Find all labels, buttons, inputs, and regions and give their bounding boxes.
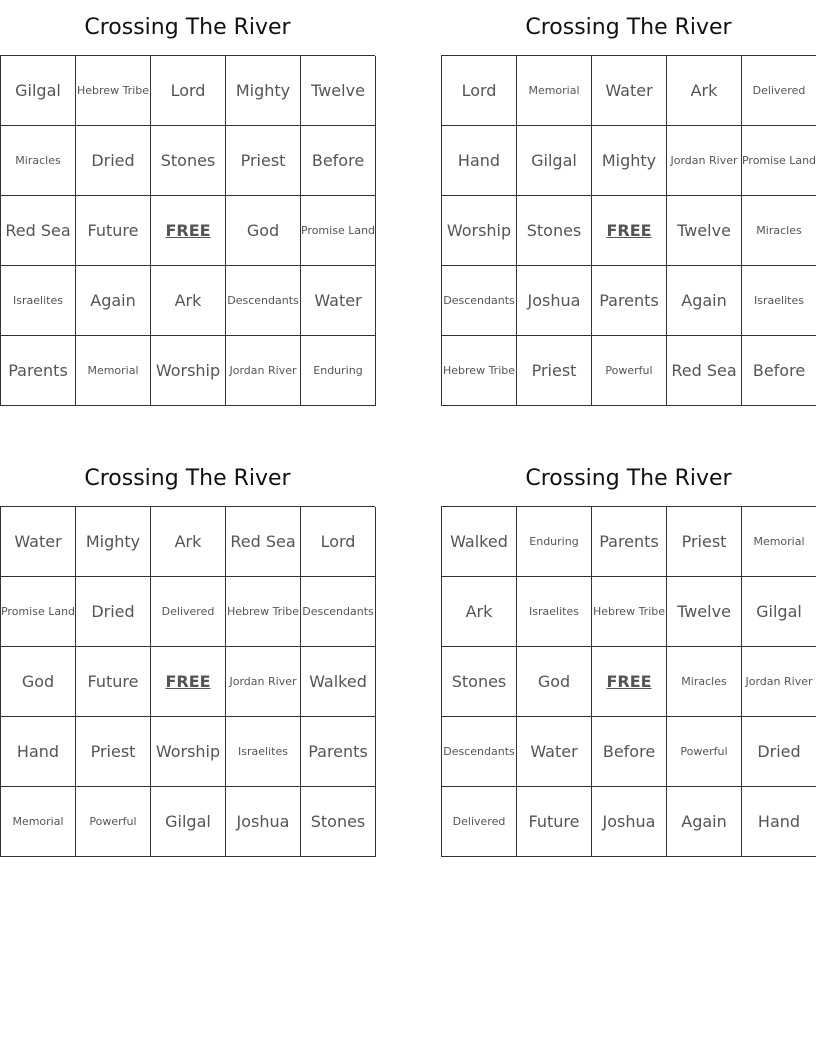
bingo-cell: Priest <box>667 507 742 577</box>
bingo-cell: Hebrew Tribe <box>226 577 301 647</box>
bingo-cell: God <box>517 647 592 717</box>
bingo-cell: Water <box>592 56 667 126</box>
bingo-cell: Twelve <box>667 196 742 266</box>
bingo-cell: Ark <box>151 266 226 336</box>
bingo-grid <box>441 506 816 857</box>
bingo-cell: Powerful <box>667 717 742 787</box>
bingo-cell: Walked <box>442 507 517 577</box>
free-space: FREE <box>592 196 667 266</box>
bingo-cell: God <box>1 647 76 717</box>
bingo-cell: Mighty <box>76 507 151 577</box>
bingo-cell: Jordan River <box>667 126 742 196</box>
bingo-cell: God <box>226 196 301 266</box>
bingo-cell: Hebrew Tribe <box>442 336 517 406</box>
bingo-cell: Jordan River <box>742 647 816 717</box>
bingo-cell: Israelites <box>226 717 301 787</box>
bingo-cell: Hand <box>742 787 816 857</box>
bingo-cell: Jordan River <box>226 647 301 717</box>
bingo-card-1 <box>0 0 375 406</box>
bingo-cell: Twelve <box>667 577 742 647</box>
bingo-cell: Joshua <box>592 787 667 857</box>
bingo-cell: Hebrew Tribe <box>76 56 151 126</box>
bingo-cell: Memorial <box>517 56 592 126</box>
bingo-cell: Stones <box>301 787 376 857</box>
bingo-cell: Ark <box>151 507 226 577</box>
bingo-cell: Priest <box>517 336 592 406</box>
bingo-cell: Delivered <box>442 787 517 857</box>
bingo-cell: Promise Land <box>1 577 76 647</box>
bingo-cell: Memorial <box>742 507 816 577</box>
bingo-cell: Joshua <box>517 266 592 336</box>
card-title: Crossing The River <box>525 466 732 491</box>
bingo-cell: Miracles <box>1 126 76 196</box>
bingo-cell: Future <box>517 787 592 857</box>
card-title: Crossing The River <box>525 15 732 40</box>
bingo-cell: Promise Land <box>742 126 816 196</box>
bingo-cell: Worship <box>151 336 226 406</box>
bingo-cell: Mighty <box>592 126 667 196</box>
bingo-cell: Gilgal <box>517 126 592 196</box>
bingo-cell: Lord <box>442 56 517 126</box>
bingo-cell: Parents <box>592 266 667 336</box>
bingo-cell: Jordan River <box>226 336 301 406</box>
bingo-cell: Descendants <box>301 577 376 647</box>
bingo-cell: Dried <box>76 577 151 647</box>
bingo-cell: Descendants <box>442 717 517 787</box>
bingo-grid <box>441 55 816 406</box>
bingo-cell: Enduring <box>301 336 376 406</box>
bingo-cell: Water <box>517 717 592 787</box>
bingo-cell: Hebrew Tribe <box>592 577 667 647</box>
free-space: FREE <box>592 647 667 717</box>
bingo-cell: Red Sea <box>1 196 76 266</box>
bingo-cell: Israelites <box>742 266 816 336</box>
bingo-cell: Water <box>1 507 76 577</box>
bingo-cell: Promise Land <box>301 196 376 266</box>
bingo-card-4 <box>441 451 816 857</box>
bingo-cell: Ark <box>667 56 742 126</box>
bingo-cell: Before <box>592 717 667 787</box>
bingo-cell: Worship <box>151 717 226 787</box>
bingo-cell: Gilgal <box>742 577 816 647</box>
bingo-cell: Walked <box>301 647 376 717</box>
bingo-cell: Memorial <box>76 336 151 406</box>
bingo-cell: Descendants <box>226 266 301 336</box>
bingo-cell: Parents <box>301 717 376 787</box>
bingo-cell: Before <box>301 126 376 196</box>
bingo-cell: Worship <box>442 196 517 266</box>
bingo-cell: Memorial <box>1 787 76 857</box>
bingo-cell: Again <box>667 787 742 857</box>
bingo-cell: Before <box>742 336 816 406</box>
bingo-cell: Powerful <box>76 787 151 857</box>
bingo-cell: Stones <box>151 126 226 196</box>
bingo-cell: Red Sea <box>667 336 742 406</box>
bingo-cell: Stones <box>517 196 592 266</box>
bingo-cell: Delivered <box>151 577 226 647</box>
bingo-cell: Stones <box>442 647 517 717</box>
bingo-cell: Ark <box>442 577 517 647</box>
bingo-grid <box>0 506 375 857</box>
bingo-cell: Dried <box>742 717 816 787</box>
bingo-cell: Parents <box>1 336 76 406</box>
card-title: Crossing The River <box>84 15 291 40</box>
bingo-cell: Twelve <box>301 56 376 126</box>
bingo-cell: Mighty <box>226 56 301 126</box>
free-space: FREE <box>151 196 226 266</box>
bingo-cell: Priest <box>226 126 301 196</box>
bingo-cell: Again <box>76 266 151 336</box>
bingo-cell: Lord <box>151 56 226 126</box>
bingo-cell: Delivered <box>742 56 816 126</box>
bingo-cell: Future <box>76 647 151 717</box>
bingo-cell: Dried <box>76 126 151 196</box>
bingo-card-3 <box>0 451 375 857</box>
bingo-grid <box>0 55 375 406</box>
bingo-cell: Again <box>667 266 742 336</box>
bingo-cell: Joshua <box>226 787 301 857</box>
bingo-cell: Israelites <box>1 266 76 336</box>
card-title: Crossing The River <box>84 466 291 491</box>
bingo-cell: Descendants <box>442 266 517 336</box>
bingo-cell: Parents <box>592 507 667 577</box>
bingo-cell: Lord <box>301 507 376 577</box>
bingo-cell: Gilgal <box>151 787 226 857</box>
free-space: FREE <box>151 647 226 717</box>
bingo-card-2 <box>441 0 816 406</box>
bingo-cell: Water <box>301 266 376 336</box>
bingo-cell: Enduring <box>517 507 592 577</box>
bingo-cell: Hand <box>442 126 517 196</box>
bingo-cell: Gilgal <box>1 56 76 126</box>
bingo-cell: Future <box>76 196 151 266</box>
bingo-cell: Priest <box>76 717 151 787</box>
bingo-cell: Israelites <box>517 577 592 647</box>
bingo-cell: Red Sea <box>226 507 301 577</box>
bingo-cell: Miracles <box>667 647 742 717</box>
bingo-cell: Hand <box>1 717 76 787</box>
bingo-cell: Powerful <box>592 336 667 406</box>
bingo-cell: Miracles <box>742 196 816 266</box>
